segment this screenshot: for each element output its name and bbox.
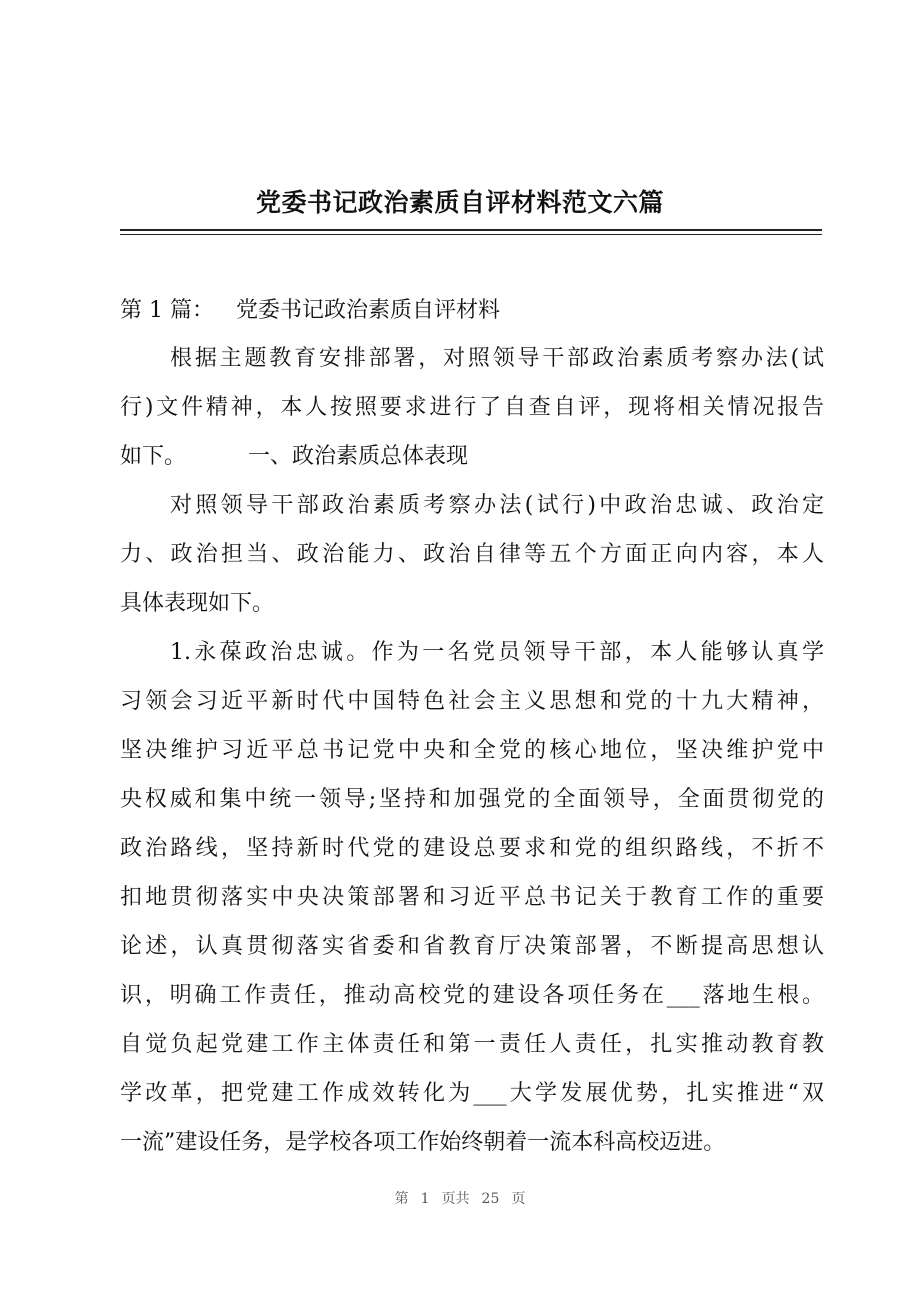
text-line: 自觉负起党建工作主体责任和第一责任人责任，扎实推动教育教	[120, 1032, 824, 1057]
text-line: 行)文件精神，本人按照要求进行了自查自评，现将相关情况报告	[120, 395, 824, 420]
footer-middle: 页共	[441, 1191, 470, 1207]
text-line-start: 如下。	[120, 444, 187, 469]
text-line: 政治路线，坚持新时代党的建设总要求和党的组织路线，不折不	[120, 836, 824, 861]
footer-suffix: 页	[511, 1191, 526, 1207]
title-rule-thin	[120, 234, 822, 235]
text-line: 学改革，把党建工作成效转化为___大学发展优势，扎实推进“双	[120, 1081, 824, 1106]
page-total: 25	[481, 1191, 500, 1207]
text-line: 识，明确工作责任，推动高校党的建设各项任务在___落地生根。	[120, 983, 824, 1008]
text-line: 力、政治担当、政治能力、政治自律等五个方面正向内容，本人	[120, 542, 824, 567]
text-line: 坚决维护习近平总书记党中央和全党的核心地位，坚决维护党中	[120, 738, 824, 763]
subheading: 一、政治素质总体表现	[248, 444, 469, 469]
text-line: 具体表现如下。	[120, 591, 275, 616]
page-footer	[0, 1188, 920, 1208]
text-line: 1.永葆政治忠诚。作为一名党员领导干部，本人能够认真学	[170, 640, 824, 665]
paragraph-2	[120, 489, 824, 636]
document-title: 党委书记政治素质自评材料范文六篇	[255, 188, 664, 217]
footer-prefix: 第	[394, 1191, 409, 1207]
text-line: 对照领导干部政治素质考察办法(试行)中政治忠诚、政治定	[170, 493, 824, 518]
paragraph-3	[120, 636, 824, 1175]
text-line	[120, 440, 824, 489]
text-line: 根据主题教育安排部署，对照领导干部政治素质考察办法(试	[170, 346, 824, 371]
page-number: 1	[420, 1191, 430, 1207]
document-body	[120, 342, 824, 1175]
paragraph-1	[120, 342, 824, 489]
text-line: 扣地贯彻落实中央决策部署和习近平总书记关于教育工作的重要	[120, 885, 824, 910]
text-line: 习领会习近平新时代中国特色社会主义思想和党的十九大精神，	[120, 689, 824, 714]
text-line: 一流”建设任务，是学校各项工作始终朝着一流本科高校迈进。	[120, 1130, 726, 1155]
text-line: 央权威和集中统一领导;坚持和加强党的全面领导，全面贯彻党的	[120, 787, 824, 812]
section-label: 第 1 篇：	[120, 298, 214, 323]
section-heading	[120, 294, 500, 328]
section-title: 党委书记政治素质自评材料	[235, 298, 500, 323]
text-line: 论述，认真贯彻落实省委和省教育厅决策部署，不断提高思想认	[120, 934, 824, 959]
title-rule-thick	[120, 229, 822, 231]
